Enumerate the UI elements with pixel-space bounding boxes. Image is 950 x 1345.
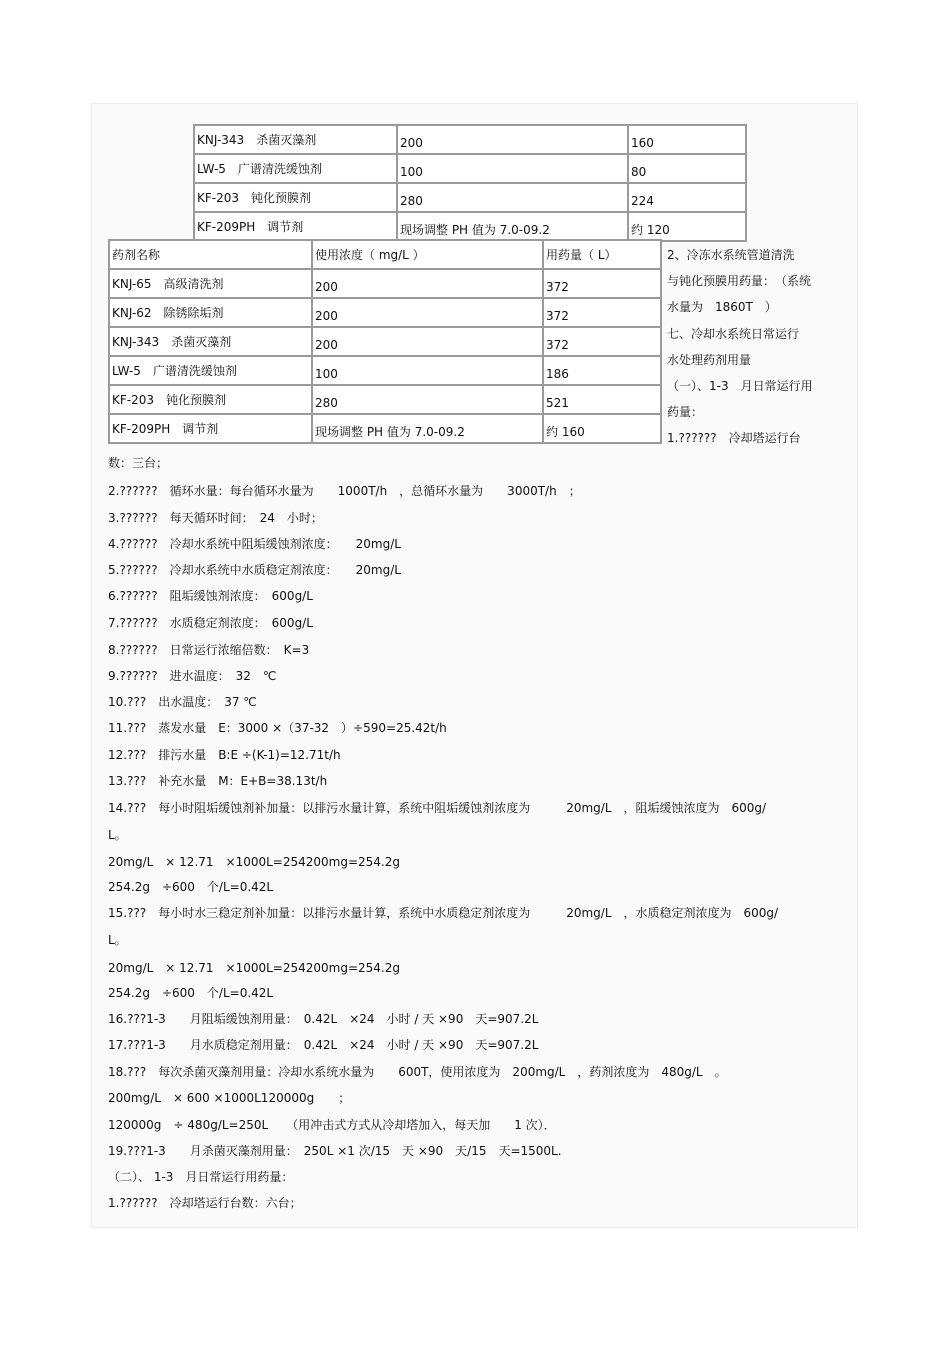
text-line: L。 — [108, 828, 127, 842]
side-note-line: 药量： — [667, 405, 704, 420]
table-cell: 160 — [628, 125, 746, 154]
table-cell: 280 — [312, 385, 543, 414]
table-cell: 200 — [397, 125, 628, 154]
text-line: 20mg/L × 12.71 ×1000L=254200mg=254.2g — [108, 855, 401, 869]
table-row — [194, 212, 746, 241]
table-cell: KNJ-65 高级清洗剂 — [109, 269, 312, 298]
table-cell: 现场调整 PH 值为 7.0-09.2 — [312, 414, 543, 443]
table-cell: KF-209PH 调节剂 — [194, 212, 397, 241]
table-header-cell: 用药量（ L） — [543, 240, 661, 269]
table-cell: 200 — [312, 327, 543, 356]
table-cell: 100 — [312, 356, 543, 385]
table-cell: 200 — [312, 298, 543, 327]
side-note-line: 1.?????? 冷却塔运行台 — [667, 431, 801, 446]
table-cell: 约 160 — [543, 414, 661, 443]
table-cell: 100 — [397, 154, 628, 183]
table-row — [109, 385, 661, 414]
text-line: 9.?????? 进水温度： 32 ℃ — [108, 669, 277, 683]
table-header-row — [109, 240, 661, 269]
table-cell: KNJ-343 杀菌灭藻剂 — [109, 327, 312, 356]
side-note-line: 2、冷冻水系统管道清洗 — [667, 248, 795, 262]
text-line: 6.?????? 阻垢缓蚀剂浓度： 600g/L — [108, 589, 313, 603]
text-line: 120000g ÷ 480g/L=250L （用冲击式方式从冷却塔加入，每天加 1 次）． — [108, 1118, 556, 1132]
text-line: 5.?????? 冷却水系统中水质稳定剂浓度： 20mg/L — [108, 563, 401, 577]
text-line: 3.?????? 每天循环时间： 24 小时； — [108, 511, 323, 525]
table-cell: LW-5 广谱清洗缓蚀剂 — [194, 154, 397, 183]
text-line: 7.?????? 水质稳定剂浓度： 600g/L — [108, 616, 313, 630]
table-cell: 200 — [312, 269, 543, 298]
text-line: 14.??? 每小时阻垢缓蚀剂补加量：以排污水量计算，系统中阻垢缓蚀剂浓度为 20mg/L ，阻垢缓蚀浓度为 600g/ — [108, 801, 767, 815]
text-line: 1.?????? 冷却塔运行台数：六台； — [108, 1196, 302, 1210]
side-note-line: 与钝化预膜用药量： （系统 — [667, 274, 812, 289]
dosage-table-upper — [193, 124, 747, 242]
side-note — [667, 242, 835, 452]
text-line: 15.??? 每小时水三稳定剂补加量：以排污水量计算，系统中水质稳定剂浓度为 20mg/L ，水质稳定剂浓度为 600g/ — [108, 906, 779, 920]
table-row — [109, 269, 661, 298]
text-line: L。 — [108, 933, 127, 947]
table-cell: KF-203 钝化预膜剂 — [194, 183, 397, 212]
table-row — [109, 298, 661, 327]
table-cell: 约 120 — [628, 212, 746, 241]
text-line: 16.???1-3 月阻垢缓蚀剂用量： 0.42L ×24 小时 / 天 ×90 天=907.2L — [108, 1012, 539, 1026]
table-cell: 372 — [543, 269, 661, 298]
text-line: 2.?????? 循环水量：每台循环水量为 1000T/h ，总循环水量为 3000T/h ； — [108, 484, 581, 498]
side-note-line: 七、冷却水系统日常运行 — [667, 326, 800, 341]
text-line: 20mg/L × 12.71 ×1000L=254200mg=254.2g — [108, 961, 401, 975]
text-line: （二）、 1-3 月日常运行用药量： — [108, 1170, 294, 1184]
table-cell: 80 — [628, 154, 746, 183]
text-line: 10.??? 出水温度： 37 ℃ — [108, 695, 257, 709]
text-line: 4.?????? 冷却水系统中阻垢缓蚀剂浓度： 20mg/L — [108, 537, 401, 551]
table-header-cell: 使用浓度（ mg/L ） — [312, 240, 543, 269]
table-row — [109, 327, 661, 356]
side-note-line: 水量为 1860T ） — [667, 300, 777, 315]
table-row — [109, 414, 661, 443]
table-row — [109, 356, 661, 385]
table-cell: 372 — [543, 298, 661, 327]
table-cell: 372 — [543, 327, 661, 356]
table-cell: KF-203 钝化预膜剂 — [109, 385, 312, 414]
table-cell: 186 — [543, 356, 661, 385]
table-cell: 224 — [628, 183, 746, 212]
table-cell: 280 — [397, 183, 628, 212]
text-line: 11.??? 蒸发水量 E：3000 ×（37-32 ）÷590=25.42t/h — [108, 721, 447, 735]
table-row — [194, 154, 746, 183]
dosage-table-chilled-water — [108, 239, 662, 444]
text-line: 12.??? 排污水量 B:E ÷(K-1)=12.71t/h — [108, 748, 341, 762]
side-note-line: 水处理药剂用量 — [667, 352, 752, 367]
text-line: 13.??? 补充水量 M：E+B=38.13t/h — [108, 774, 328, 788]
table-cell: KNJ-62 除锈除垢剂 — [109, 298, 312, 327]
text-line: 数：三台； — [108, 456, 169, 470]
table-cell: 521 — [543, 385, 661, 414]
text-line: 254.2g ÷600 个/L=0.42L — [108, 880, 274, 894]
text-line: 254.2g ÷600 个/L=0.42L — [108, 986, 274, 1000]
text-line: 8.?????? 日常运行浓缩倍数： K=3 — [108, 643, 310, 657]
table-cell: KNJ-343 杀菌灭藻剂 — [194, 125, 397, 154]
side-note-line: （一）、1-3 月日常运行用 — [667, 379, 813, 394]
text-line: 17.???1-3 月水质稳定剂用量： 0.42L ×24 小时 / 天 ×90 天=907.2L — [108, 1038, 539, 1052]
table-cell: KF-209PH 调节剂 — [109, 414, 312, 443]
text-line: 200mg/L × 600 ×1000L120000g ； — [108, 1091, 351, 1105]
table-row — [194, 183, 746, 212]
table-cell: LW-5 广谱清洗缓蚀剂 — [109, 356, 312, 385]
table-cell: 现场调整 PH 值为 7.0-09.2 — [397, 212, 628, 241]
text-line: 19.???1-3 月杀菌灭藻剂用量： 250L ×1 次/15 天 ×90 天/15 天=1500L. — [108, 1144, 562, 1158]
table-row — [194, 125, 746, 154]
text-line: 18.??? 每次杀菌灭藻剂用量：冷却水系统水量为 600T，使用浓度为 200mg/L ，药剂浓度为 480g/L 。 — [108, 1065, 727, 1079]
table-header-cell: 药剂名称 — [109, 240, 312, 269]
